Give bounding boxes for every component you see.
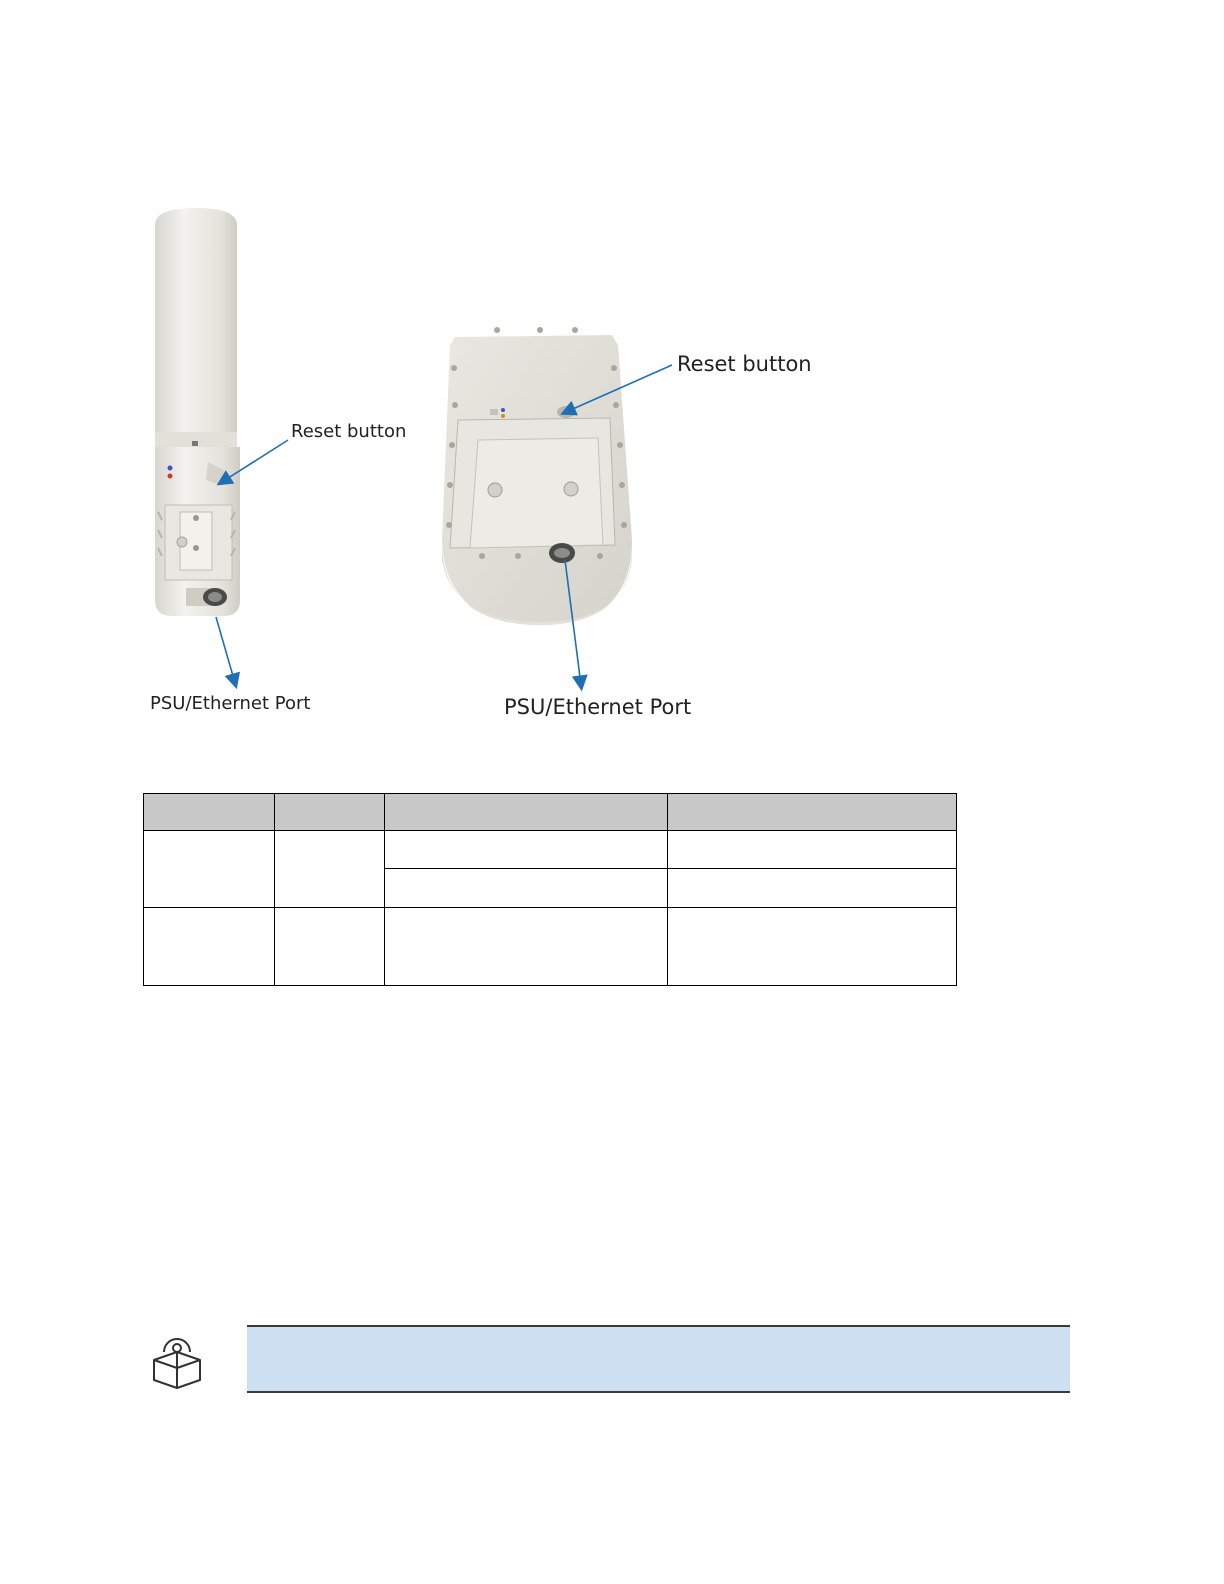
table-cell [668, 869, 957, 907]
right-psu-ethernet-port-label: PSU/Ethernet Port [504, 695, 692, 719]
left-device [155, 208, 240, 616]
table-cell [275, 831, 385, 908]
table-cell [385, 869, 668, 907]
right-reset-button-label: Reset button [677, 352, 812, 376]
table-header-cell [275, 794, 385, 831]
table-cell [144, 907, 275, 985]
table-cell [668, 907, 957, 985]
table-row [144, 831, 957, 869]
note-book-icon [150, 1330, 204, 1390]
table-header-row [144, 794, 957, 831]
table-cell [275, 907, 385, 985]
table-cell [385, 907, 668, 985]
note-box [247, 1325, 1070, 1393]
table-header-cell [385, 794, 668, 831]
table-row [144, 907, 957, 985]
table-cell [144, 831, 275, 908]
left-psu-ethernet-port-label: PSU/Ethernet Port [150, 693, 311, 714]
table-header-cell [144, 794, 275, 831]
table-cell [668, 831, 957, 869]
table-cell [385, 831, 668, 869]
right-device [442, 327, 632, 625]
device-illustration [0, 0, 1224, 760]
product-figure [0, 0, 1224, 760]
spec-table [143, 793, 957, 986]
left-reset-button-label: Reset button [291, 421, 407, 442]
table-header-cell [668, 794, 957, 831]
